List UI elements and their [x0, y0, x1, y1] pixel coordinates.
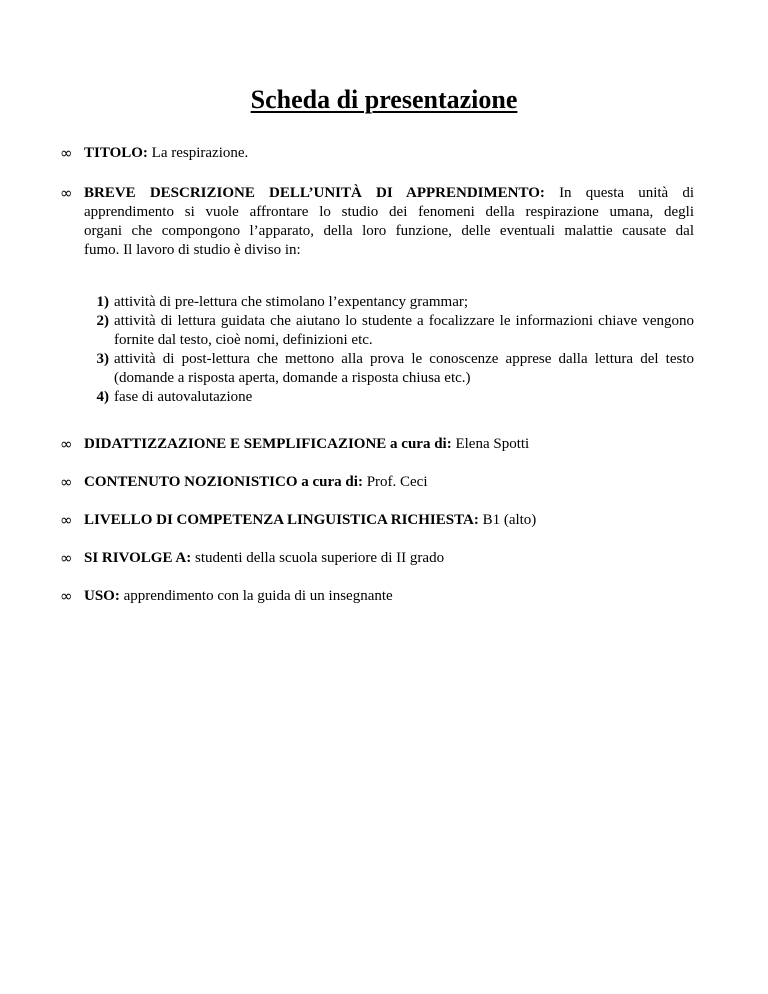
numbered-line: attività di post-lettura che mettono alla prova le conoscenze apprese dalla lettura del testo — [114, 351, 694, 367]
titolo-value: La respirazione. — [151, 145, 249, 161]
item-number: 2) — [96, 313, 109, 329]
breve-line1-rest: In questa unità di — [559, 185, 695, 201]
livello-label: LIVELLO DI COMPETENZA LINGUISTICA RICHIESTA: — [84, 512, 479, 528]
numbered-line: attività di pre-lettura che stimolano l’expentancy grammar; — [114, 294, 469, 310]
item-number: 1) — [96, 294, 109, 310]
numbered-line: attività di lettura guidata che aiutano lo studente a focalizzare le informazioni chiave vengono — [114, 313, 694, 329]
numbered-item-1 — [96, 293, 694, 312]
breve-line-2: apprendimento si vuole affrontare lo studio dei fenomeni della respirazione umana, degli — [84, 204, 694, 220]
titolo-label: TITOLO: — [84, 145, 148, 161]
infinity-bullet-icon: ∞ — [60, 549, 73, 567]
numbered-item-3 — [96, 350, 694, 388]
bullet-item-contenuto — [60, 473, 694, 492]
bullet-item-breve-descrizione — [60, 184, 695, 260]
uso-value: apprendimento con la guida di un insegnante — [123, 588, 393, 604]
contenuto-value: Prof. Ceci — [366, 474, 428, 490]
page-title: Scheda di presentazione — [250, 85, 518, 114]
infinity-bullet-icon: ∞ — [60, 587, 73, 605]
contenuto-label: CONTENUTO NOZIONISTICO a cura di: — [84, 474, 363, 490]
bullet-item-rivolge — [60, 549, 694, 568]
infinity-bullet-icon: ∞ — [60, 473, 73, 491]
infinity-bullet-icon: ∞ — [60, 435, 73, 453]
bullet-item-titolo — [60, 144, 694, 163]
numbered-line: fase di autovalutazione — [114, 389, 253, 405]
item-number: 4) — [96, 389, 109, 405]
rivolge-value: studenti della scuola superiore di II grado — [194, 550, 445, 566]
item-number: 3) — [96, 351, 109, 367]
numbered-line: fornite dal testo, cioè nomi, definizioni etc. — [114, 332, 373, 348]
infinity-bullet-icon: ∞ — [60, 144, 73, 162]
bullet-item-livello — [60, 511, 694, 530]
breve-line-3: organi che compongono l’apparato, della loro funzione, delle eventuali malattie causate dal — [84, 223, 694, 239]
breve-line-1 — [84, 184, 694, 203]
didattizzazione-value: Elena Spotti — [455, 436, 530, 452]
numbered-item-4 — [96, 388, 694, 407]
uso-label: USO: — [84, 588, 120, 604]
numbered-item-2 — [96, 312, 694, 350]
rivolge-label: SI RIVOLGE A: — [84, 550, 192, 566]
breve-line-4: fumo. Il lavoro di studio è diviso in: — [84, 242, 301, 258]
bullet-item-didattizzazione — [60, 435, 694, 454]
livello-value: B1 (alto) — [482, 512, 537, 528]
infinity-bullet-icon: ∞ — [60, 511, 73, 529]
bullet-item-uso — [60, 587, 694, 606]
infinity-bullet-icon: ∞ — [60, 184, 73, 202]
breve-label: BREVE DESCRIZIONE DELL’UNITÀ DI APPRENDIMENTO: — [84, 185, 545, 201]
numbered-line: (domande a risposta aperta, domande a risposta chiusa etc.) — [114, 370, 471, 386]
didattizzazione-label: DIDATTIZZAZIONE E SEMPLIFICAZIONE a cura di: — [84, 436, 452, 452]
